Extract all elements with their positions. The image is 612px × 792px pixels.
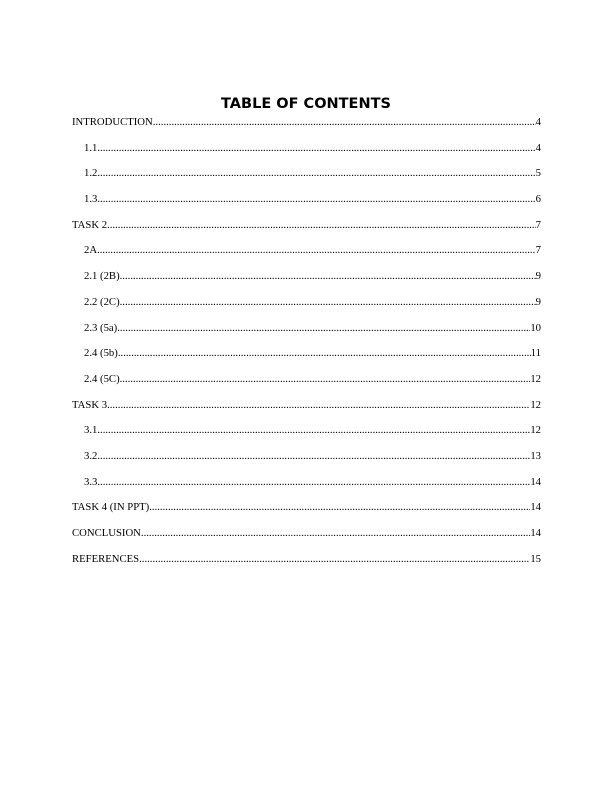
toc-entry-page-number: 6 — [535, 193, 541, 206]
toc-entry-label: 1.3 — [84, 193, 98, 206]
toc-entry[interactable] — [72, 424, 541, 450]
toc-dot-leader — [107, 219, 536, 232]
toc-entry-label: 3.2 — [84, 449, 98, 462]
toc-entry-label: 1.2 — [84, 167, 98, 180]
toc-entry[interactable] — [72, 373, 541, 399]
toc-dot-leader — [97, 142, 535, 155]
toc-dot-leader — [120, 296, 536, 309]
toc-entry-page-number: 10 — [530, 321, 541, 334]
toc-entry-label: 3.1 — [84, 424, 98, 437]
toc-entry-label: 2A — [84, 244, 98, 257]
toc-dot-leader — [97, 193, 535, 206]
toc-entry[interactable] — [72, 219, 541, 245]
toc-entry-page-number: 15 — [530, 552, 541, 565]
toc-entry[interactable] — [72, 193, 541, 219]
toc-dot-leader — [97, 167, 535, 180]
toc-entry-page-number: 5 — [535, 167, 541, 180]
toc-entry-label: 2.4 (5b) — [84, 347, 118, 360]
toc-entry-label: 2.3 (5a) — [84, 321, 118, 334]
toc-entry-label: 2.4 (5C) — [84, 372, 120, 385]
toc-entry[interactable] — [72, 501, 541, 527]
toc-entry[interactable] — [72, 167, 541, 193]
toc-entry-label: 2.2 (2C) — [84, 295, 120, 308]
toc-entry-label: CONCLUSION — [72, 527, 141, 539]
toc-entry-page-number: 7 — [535, 218, 541, 231]
toc-entry[interactable] — [72, 476, 541, 502]
toc-entry-page-number: 12 — [530, 372, 541, 385]
toc-list — [72, 116, 541, 578]
toc-entry-page-number: 12 — [530, 398, 541, 411]
toc-entry[interactable] — [72, 553, 541, 579]
toc-entry-label: 2.1 (2B) — [84, 270, 120, 283]
toc-entry-page-number: 12 — [530, 424, 541, 437]
toc-title: TABLE OF CONTENTS — [221, 96, 391, 112]
toc-entry[interactable] — [72, 527, 541, 553]
toc-dot-leader — [97, 424, 530, 437]
toc-entry[interactable] — [72, 296, 541, 322]
toc-dot-leader — [107, 399, 530, 412]
toc-entry-page-number: 11 — [530, 347, 541, 360]
toc-dot-leader — [97, 244, 536, 257]
toc-dot-leader — [153, 116, 536, 129]
toc-dot-leader — [120, 373, 531, 386]
toc-dot-leader — [149, 501, 530, 514]
toc-entry[interactable] — [72, 116, 541, 142]
toc-entry-label: 1.1 — [84, 141, 98, 154]
toc-entry-page-number: 4 — [535, 141, 541, 154]
toc-entry-label: REFERENCES — [72, 552, 140, 565]
toc-entry[interactable] — [72, 244, 541, 270]
toc-entry[interactable] — [72, 450, 541, 476]
toc-entry[interactable] — [72, 347, 541, 373]
toc-entry-page-number: 14 — [530, 527, 541, 539]
toc-entry-page-number: 14 — [530, 501, 541, 514]
toc-entry[interactable] — [72, 270, 541, 296]
toc-entry-label: TASK 3 — [72, 398, 108, 411]
toc-entry[interactable] — [72, 142, 541, 168]
toc-entry-label: 3.3 — [84, 475, 98, 488]
toc-entry[interactable] — [72, 399, 541, 425]
toc-entry-page-number: 4 — [535, 116, 541, 128]
toc-entry-label: INTRODUCTION — [72, 116, 153, 128]
toc-dot-leader — [118, 347, 531, 360]
toc-entry-page-number: 9 — [535, 295, 541, 308]
toc-entry-label: TASK 4 (IN PPT) — [72, 501, 150, 514]
toc-dot-leader — [117, 322, 530, 335]
toc-entry-page-number: 13 — [530, 449, 541, 462]
toc-dot-leader — [120, 270, 536, 283]
toc-dot-leader — [139, 553, 530, 566]
toc-dot-leader — [97, 450, 530, 463]
toc-entry-page-number: 14 — [530, 475, 541, 488]
toc-entry-page-number: 9 — [535, 270, 541, 283]
toc-entry-page-number: 7 — [535, 244, 541, 257]
toc-dot-leader — [141, 527, 530, 540]
toc-entry[interactable] — [72, 322, 541, 348]
toc-dot-leader — [97, 476, 530, 489]
toc-entry-label: TASK 2 — [72, 218, 108, 231]
